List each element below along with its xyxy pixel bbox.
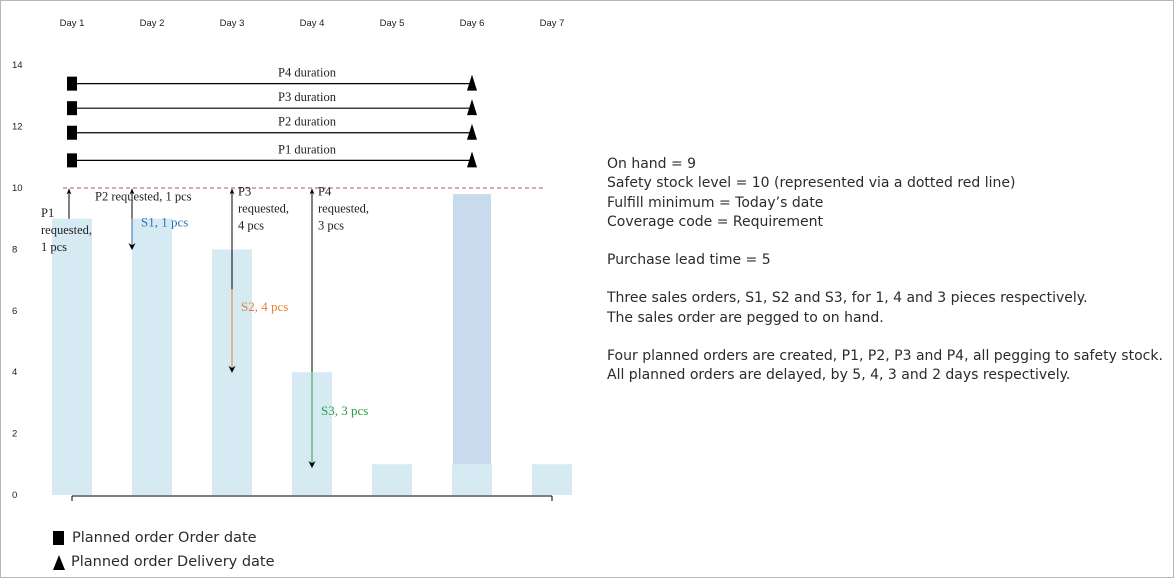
y-tick-label: 0 bbox=[12, 490, 18, 501]
note-spacer bbox=[607, 232, 1172, 251]
duration-label: P2 duration bbox=[278, 114, 336, 129]
x-tick-label: Day 6 bbox=[459, 18, 485, 29]
legend-label-delivery-date: Planned order Delivery date bbox=[71, 554, 275, 570]
request-label: 3 pcs bbox=[318, 218, 345, 233]
y-tick-label: 14 bbox=[12, 60, 23, 72]
note-line: On hand = 9 bbox=[607, 156, 697, 172]
overlay-bar bbox=[453, 194, 491, 464]
request-label: P3 bbox=[238, 184, 252, 199]
x-tick-label: Day 4 bbox=[299, 18, 325, 29]
note-line: Purchase lead time = 5 bbox=[607, 252, 771, 269]
sales-label: S2, 4 pcs bbox=[241, 298, 289, 314]
duration-label: P3 duration bbox=[278, 90, 336, 105]
bar bbox=[372, 464, 412, 495]
order-date-marker bbox=[67, 153, 77, 167]
order-date-marker bbox=[67, 77, 77, 91]
bar bbox=[132, 219, 172, 495]
request-label: requested, bbox=[318, 201, 370, 216]
legend-label-order-date: Planned order Order date bbox=[72, 530, 257, 546]
x-tick-label: Day 7 bbox=[539, 18, 565, 29]
sales-label: S1, 1 pcs bbox=[141, 214, 189, 230]
request-label: P2 requested, 1 pcs bbox=[95, 189, 192, 204]
bar bbox=[532, 464, 572, 495]
inventory-chart bbox=[1, 1, 601, 521]
y-tick-label: 2 bbox=[12, 428, 18, 440]
delivery-date-marker bbox=[467, 99, 477, 115]
delivery-date-marker bbox=[467, 124, 477, 140]
request-label: P1 bbox=[41, 206, 55, 221]
y-tick-label: 12 bbox=[12, 121, 23, 133]
square-marker-icon bbox=[53, 531, 64, 545]
x-tick-label: Day 5 bbox=[379, 18, 405, 29]
note-spacer bbox=[607, 328, 1172, 347]
y-tick-label: 8 bbox=[12, 244, 18, 256]
note-line: The sales order are pegged to on hand. bbox=[607, 309, 884, 326]
request-label: 1 pcs bbox=[41, 240, 68, 255]
note-spacer bbox=[607, 270, 1172, 289]
y-tick-label: 6 bbox=[12, 305, 18, 317]
note-line: Three sales orders, S1, S2 and S3, for 1, 4 and 3 pieces respectively. bbox=[607, 290, 1088, 307]
triangle-marker-icon bbox=[53, 555, 65, 570]
note-line: Fulfill minimum = Today’s date bbox=[607, 194, 824, 211]
request-label: 4 pcs bbox=[238, 218, 265, 233]
note-line: Four planned orders are created, P1, P2, P3 and P4, all pegging to safety stock. bbox=[607, 348, 1163, 365]
sales-label: S3, 3 pcs bbox=[321, 403, 369, 419]
scenario-notes bbox=[607, 155, 1172, 386]
x-tick-label: Day 1 bbox=[59, 18, 85, 29]
note-line: All planned orders are delayed, by 5, 4, 3 and 2 days respectively. bbox=[607, 367, 1071, 384]
note-line: Coverage code = Requirement bbox=[607, 213, 823, 230]
request-label: requested, bbox=[41, 223, 93, 238]
x-tick-label: Day 3 bbox=[219, 18, 245, 29]
legend-item-delivery-date bbox=[53, 550, 275, 574]
delivery-date-marker bbox=[467, 75, 477, 91]
y-tick-label: 10 bbox=[12, 183, 23, 194]
bar bbox=[52, 219, 92, 495]
bar bbox=[452, 464, 492, 495]
legend-item-order-date bbox=[53, 526, 275, 550]
order-date-marker bbox=[67, 101, 77, 115]
note-line: Safety stock level = 10 (represented via a dotted red line) bbox=[607, 175, 1016, 192]
request-label: requested, bbox=[238, 201, 290, 216]
duration-label: P4 duration bbox=[278, 65, 336, 80]
legend bbox=[53, 526, 275, 574]
request-label: P4 bbox=[318, 184, 332, 199]
order-date-marker bbox=[67, 126, 77, 140]
x-tick-label: Day 2 bbox=[139, 18, 165, 29]
delivery-date-marker bbox=[467, 151, 477, 167]
y-tick-label: 4 bbox=[12, 367, 18, 379]
duration-label: P1 duration bbox=[278, 142, 336, 157]
